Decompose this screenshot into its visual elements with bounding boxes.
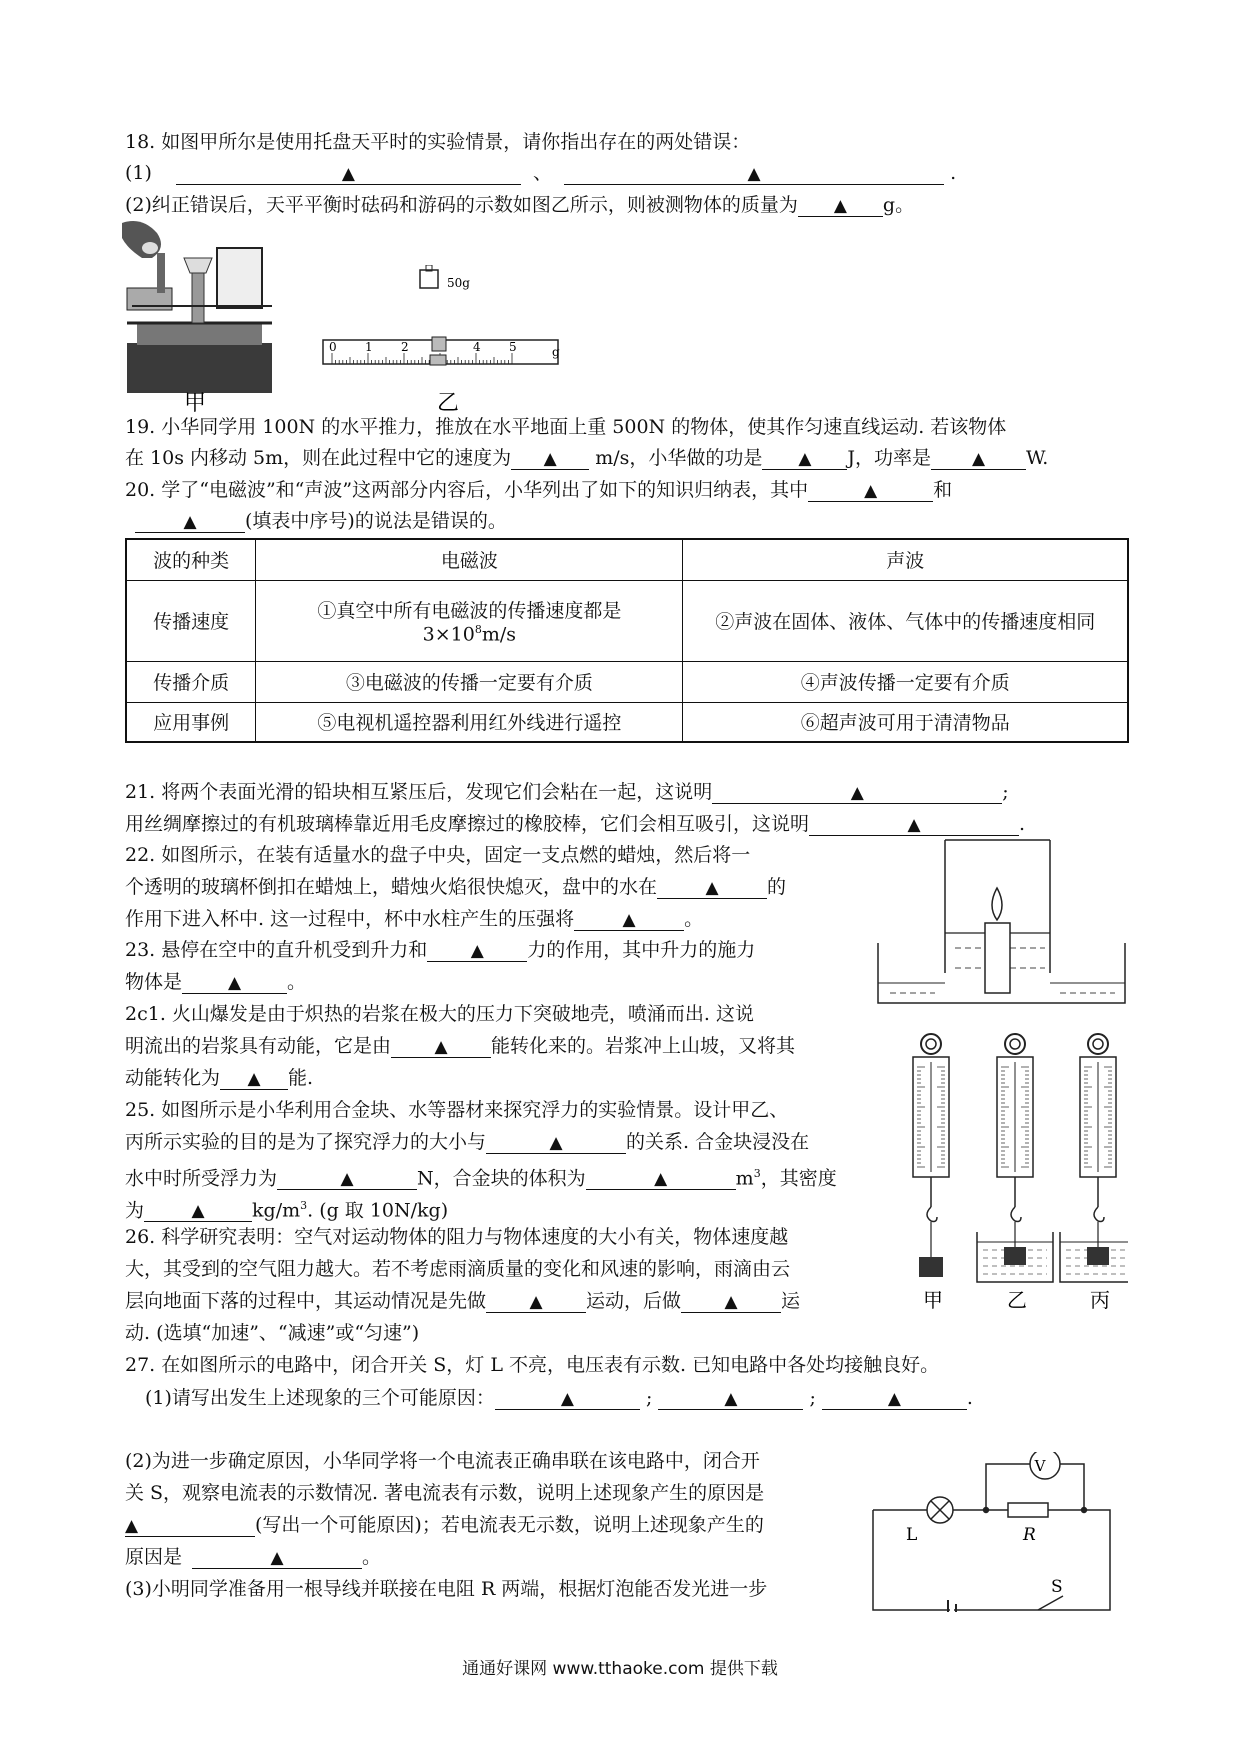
svg-text:L: L [906,1525,918,1545]
q18-text: 18. 如图甲所尔是使用托盘天平时的实验情景，请你指出存在的两处错误： [125,131,751,153]
q27-line1: 27. 在如图所示的电路中，闭合开关 S，灯 L 不亮，电压表有示数. 已知电路中各处均接触良好。 [125,1354,940,1376]
q25-line1: 25. 如图所示是小华利用合金块、水等器材来探究浮力的实验情景。设计甲乙、 [125,1099,789,1121]
answer-blank[interactable]: ▲ [220,1068,288,1090]
answer-blank[interactable]: ▲ [822,1388,967,1410]
scale-tick-label: 4 [473,340,481,354]
answer-blank[interactable]: ▲ [176,163,521,185]
q20-line2: ▲ (填表中序号)的说法是错误的。 [125,509,507,533]
scale-tick-label: 1 [365,340,373,354]
q24-line3: 动能转化为 ▲ 能. [125,1067,314,1089]
figure-label: 甲 [184,391,207,414]
answer-blank[interactable]: ▲ [712,782,1002,804]
answer-blank[interactable]: ▲ [486,1132,626,1154]
answer-blank[interactable]: ▲ [427,940,527,962]
answer-blank[interactable]: ▲ [192,1547,362,1569]
table-row: 传播速度 ①真空中所有电磁波的传播速度都是 $3\times 10^8m/s$ ②声波在固体、液体、气体中的传播速度相同 [126,580,1128,661]
q19-line2: 在 10s 内移动 5m，则在此过程中它的速度为 ▲ m/s，小华做的功是 ▲ J，功率是 ▲ W. [125,447,1049,469]
table-row: 传播介质 ③电磁波的传播一定要有介质 ④声波传播一定要有介质 [126,661,1128,702]
q21-line2: 用丝绸摩擦过的有机玻璃棒靠近用毛皮摩擦过的橡胶棒，它们会相互吸引，这说明 ▲ . [125,813,1026,835]
q23-line1: 23. 悬停在空中的直升机受到升力和 ▲ 力的作用，其中升力的施力 [125,939,756,961]
answer-blank[interactable]: ▲ [798,195,883,217]
scale-ticks [329,340,517,364]
q22-line1: 22. 如图所示，在装有适量水的盘子中央，固定一支点燃的蜡烛，然后将一 [125,844,751,866]
candle-cup-figure [875,838,1130,1010]
answer-blank[interactable]: ▲ [495,1388,640,1410]
svg-text:V: V [1034,1457,1046,1475]
answer-blank[interactable]: ▲ [135,511,245,533]
q24-line1: 2c1. 火山爆发是由于炽热的岩浆在极大的压力下突破地壳，喷涌而出. 这说 [125,1003,754,1025]
q24-line2: 明流出的岩浆具有动能，它是由 ▲ 能转化来的。岩浆冲上山坡，又将其 [125,1035,796,1057]
q27-line2: (1)请写出发生上述现象的三个可能原因： ▲ ; ▲ ; ▲ . [145,1387,973,1409]
q26-line3: 层向地面下落的过程中，其运动情况是先做 ▲ 运动，后做 ▲ 运 [125,1290,801,1312]
answer-blank[interactable]: ▲ [658,1388,803,1410]
page-footer: 通通好课网 www.tthaoke.com 提供下载 [462,1659,778,1679]
answer-blank[interactable]: ▲ [809,814,1019,836]
answer-blank[interactable]: ▲ [182,972,287,994]
flame-icon [992,888,1002,920]
scale-tick-label: 2 [401,340,409,354]
answer-blank[interactable]: ▲ [391,1036,491,1058]
svg-text:S: S [1051,1577,1063,1597]
answer-blank[interactable]: ▲ [681,1291,781,1313]
svg-text:g: g [552,345,560,359]
q21-line1: 21. 将两个表面光滑的铅块相互紧压后，发现它们会粘在一起，这说明 ▲ ; [125,781,1009,803]
knowledge-table [125,538,1129,743]
q20-line1: 20. 学了“电磁波”和“声波”这两部分内容后，小华列出了如下的知识归纳表，其中 ▲ 和 [125,479,953,501]
figure-label: 丙 [1090,1288,1110,1312]
q27-line5: ▲ (写出一个可能原因)；若电流表无示数，说明上述现象产生的 [125,1514,764,1536]
answer-blank[interactable]: ▲ [808,480,933,502]
q26-line1: 26. 科学研究表明：空气对运动物体的阻力与物体速度的大小有关，物体速度越 [125,1226,789,1248]
svg-text:R: R [1023,1525,1036,1545]
q27-line7: (3)小明同学准备用一根导线并联接在电阻 R 两端，根据灯泡能否发光进一步 [125,1578,768,1600]
table-header-row: 波的种类 电磁波 声波 [126,539,1128,580]
scale-tick-label: 5 [509,340,517,354]
q23-line2: 物体是 ▲ 。 [125,971,307,993]
answer-blank[interactable]: ▲ [144,1200,252,1222]
q18-line2: (1) ▲ 、 ▲ . [125,162,957,184]
answer-blank[interactable]: ▲ [486,1291,586,1313]
answer-blank[interactable]: ▲ [125,1515,255,1537]
q18-line3: (2)纠正错误后，天平平衡时砝码和游码的示数如图乙所示，则被测物体的质量为 ▲ g。 [125,194,915,216]
answer-blank[interactable]: ▲ [657,877,767,899]
answer-blank[interactable]: ▲ [564,163,944,185]
q26-line4: 动. (选填“加速”、“减速”或“匀速”) [125,1322,420,1344]
q27-line4: 关 S，观察电流表的示数情况. 著电流表有示数，说明上述现象产生的原因是 [125,1482,765,1504]
svg-text:50g: 50g [447,276,470,290]
answer-blank[interactable]: ▲ [931,448,1026,470]
q22-line3: 作用下进入杯中. 这一过程中，杯中水柱产生的压强将 ▲ 。 [125,908,704,930]
figure-label: 乙 [437,391,460,415]
q19-line1: 19. 小华同学用 100N 的水平推力，推放在水平地面上重 500N 的物体，使其作匀速直线运动. 若该物体 [125,416,1007,438]
answer-blank[interactable]: ▲ [762,448,847,470]
scale-tick-label: 0 [329,340,337,354]
q27-line6: 原因是 ▲ 。 [125,1546,382,1568]
q26-line2: 大，其受到的空气阻力越大。若不考虑雨滴质量的变化和风速的影响，雨滴由云 [125,1258,791,1280]
q25-line2: 丙所示实验的目的是为了探究浮力的大小与 ▲ 的关系. 合金块浸没在 [125,1131,810,1153]
q27-line3: (2)为进一步确定原因，小华同学将一个电流表正确串联在该电路中，闭合开 [125,1450,760,1472]
figure-label: 乙 [1007,1288,1027,1312]
figure-label: 甲 [923,1288,943,1312]
answer-blank[interactable]: ▲ [277,1168,417,1190]
answer-blank[interactable]: ▲ [511,448,589,470]
q25-line4: 为 ▲ $kg/m^3$. (g 取 10N/kg) [125,1199,449,1222]
table-row: 应用事例 ⑤电视机遥控器利用红外线进行遥控 ⑥超声波可用于清清物品 [126,702,1128,742]
answer-blank[interactable]: ▲ [586,1168,736,1190]
spring-scale-figure [898,1032,1128,1317]
balance-photo [122,218,282,414]
q22-line2: 个透明的玻璃杯倒扣在蜡烛上，蜡烛火焰很快熄灭，盘中的水在 ▲ 的 [125,876,787,898]
rider-scale-figure [320,265,565,415]
circuit-diagram [868,1452,1113,1612]
q25-line3: 水中时所受浮力为 ▲ N，合金块的体积为 ▲ $m^3$，其密度 [125,1167,837,1190]
answer-blank[interactable]: ▲ [574,909,684,931]
